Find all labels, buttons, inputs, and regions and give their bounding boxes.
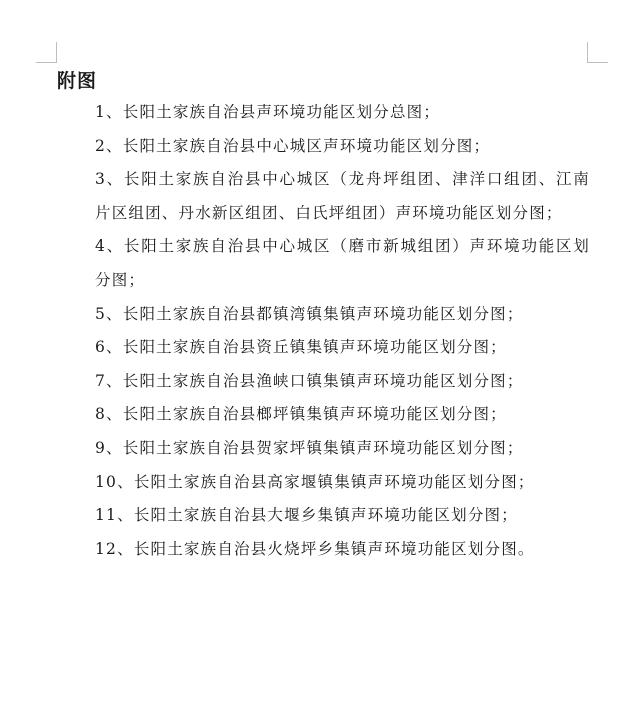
list-item: 2、长阳土家族自治县中心城区声环境功能区划分图；	[95, 136, 491, 155]
list-item: 7、长阳土家族自治县渔峡口镇集镇声环境功能区划分图；	[95, 371, 524, 390]
page-heading: 附图	[57, 70, 98, 92]
list-item: 10、长阳土家族自治县高家堰镇集镇声环境功能区划分图；	[95, 472, 535, 491]
list-item: 12、长阳土家族自治县火烧坪乡集镇声环境功能区划分图。	[95, 539, 535, 558]
crop-mark-top-right	[587, 42, 608, 63]
list-item: 5、长阳土家族自治县都镇湾镇集镇声环境功能区划分图；	[95, 304, 524, 323]
list-item: 8、长阳土家族自治县榔坪镇集镇声环境功能区划分图；	[95, 405, 507, 424]
list-item: 6、长阳土家族自治县资丘镇集镇声环境功能区划分图；	[95, 338, 507, 357]
figure-list	[95, 96, 590, 566]
list-item: 11、长阳土家族自治县大堰乡集镇声环境功能区划分图；	[95, 506, 518, 525]
list-item: 1、长阳土家族自治县声环境功能区划分总图；	[95, 103, 441, 121]
crop-mark-top-left	[36, 42, 57, 63]
list-item: 9、长阳土家族自治县贺家坪镇集镇声环境功能区划分图；	[95, 438, 524, 457]
list-item: 4、长阳土家族自治县中心城区（磨市新城组团）声环境功能区划分图；	[95, 237, 590, 289]
list-item: 3、长阳土家族自治县中心城区（龙舟坪组团、津洋口组团、江南片区组团、丹水新区组团、白氏坪组团）声环境功能区划分图；	[95, 170, 590, 222]
